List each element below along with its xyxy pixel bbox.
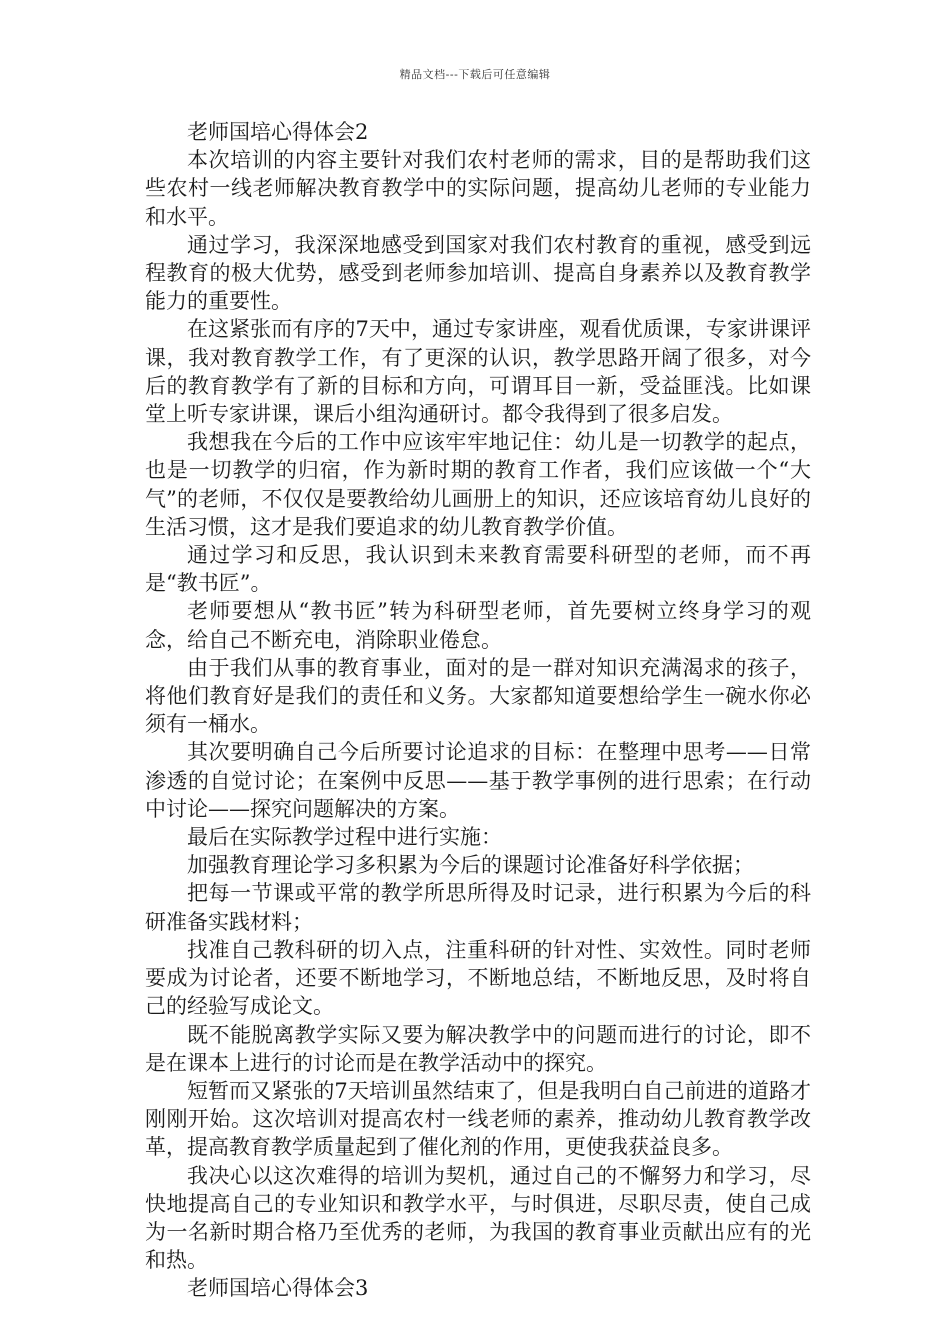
paragraph: 其次要明确自己今后所要讨论追求的目标：在整理中思考——日常渗透的自觉讨论；在案例中反思——基于教学事例的进行思索；在行动中讨论——探究问题解决的方案。 <box>145 740 811 821</box>
paragraph: 加强教育理论学习多积累为今后的课题讨论准备好科学依据； <box>187 853 754 878</box>
paragraph: 我决心以这次难得的培训为契机，通过自己的不懈努力和学习，尽快地提高自己的专业知识和教学水平，与时俱进，尽职尽责，使自己成为一名新时期合格乃至优秀的老师，为我国的教育事业贡献出应有的光和热。 <box>145 1163 811 1273</box>
paragraph: 既不能脱离教学实际又要为解决教学中的问题而进行的讨论，即不是在课本上进行的讨论而是在教学活动中的探究。 <box>145 1022 811 1075</box>
paragraph: 最后在实际教学过程中进行实施： <box>187 825 502 850</box>
paragraph: 找准自己教科研的切入点，注重科研的针对性、实效性。同时老师要成为讨论者，还要不断地学习，不断地总结，不断地反思，及时将自己的经验写成论文。 <box>145 937 811 1019</box>
paragraph: 由于我们从事的教育事业，面对的是一群对知识充满渴求的孩子，将他们教育好是我们的责任和义务。大家都知道要想给学生一碗水你必须有一桶水。 <box>145 655 811 737</box>
page-header: 精品文档---下载后可任意编辑 <box>399 68 551 81</box>
document-body <box>145 118 811 1303</box>
paragraph: 短暂而又紧张的7天培训虽然结束了，但是我明白自己前进的道路才刚刚开始。这次培训对提高农村一线老师的素养，推动幼儿教育教学改革，提高教育教学质量起到了催化剂的作用，更使我获益良多。 <box>145 1078 811 1160</box>
section-heading-3: 老师国培心得体会3 <box>187 1276 369 1301</box>
paragraph: 通过学习，我深深地感受到国家对我们农村教育的重视，感受到远程教育的极大优势，感受到老师参加培训、提高自身素养以及教育教学能力的重要性。 <box>145 232 811 314</box>
paragraph: 把每一节课或平常的教学所思所得及时记录，进行积累为今后的科研准备实践材料； <box>145 881 811 934</box>
paragraph: 通过学习和反思，我认识到未来教育需要科研型的老师，而不再是“教书匠”。 <box>145 543 811 596</box>
paragraph: 我想我在今后的工作中应该牢牢地记住：幼儿是一切教学的起点，也是一切教学的归宿，作为新时期的教育工作者，我们应该做一个“大气”的老师，不仅仅是要教给幼儿画册上的知识，还应该培育幼儿良好的生活习惯，这才是我们要追求的幼儿教育教学价值。 <box>145 430 811 539</box>
section-heading-2: 老师国培心得体会2 <box>187 120 369 144</box>
paragraph: 老师要想从“教书匠”转为科研型老师，首先要树立终身学习的观念，给自己不断充电，消除职业倦怠。 <box>145 599 811 652</box>
paragraph: 本次培训的内容主要针对我们农村老师的需求，目的是帮助我们这些农村一线老师解决教育教学中的实际问题，提高幼儿老师的专业能力和水平。 <box>145 148 811 229</box>
paragraph: 在这紧张而有序的7天中，通过专家讲座，观看优质课，专家讲课评课，我对教育教学工作，有了更深的认识，教学思路开阔了很多，对今后的教育教学有了新的目标和方向，可谓耳目一新，受益匪浅。比如课堂上听专家讲课，课后小组沟通研讨。都令我得到了很多启发。 <box>145 317 811 427</box>
